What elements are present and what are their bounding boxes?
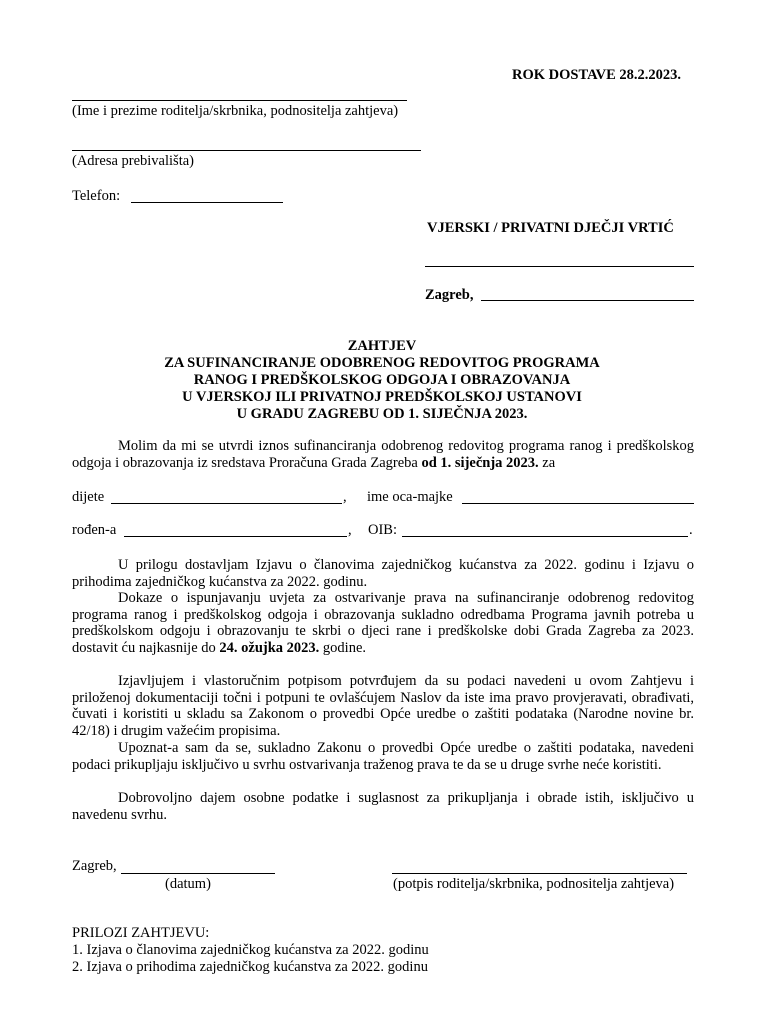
applicant-address-line[interactable] — [72, 150, 421, 151]
recipient-address-line[interactable] — [481, 300, 694, 301]
oib-line[interactable] — [402, 536, 688, 537]
date-caption: (datum) — [165, 876, 211, 892]
child-label: dijete — [72, 489, 105, 505]
attachment-item-1: 1. Izjava o članovima zajedničkog kućanstva za 2022. godinu — [72, 942, 429, 958]
signature-caption: (potpis roditelja/skrbnika, podnositelja zahtjeva) — [393, 876, 675, 892]
deadline: ROK DOSTAVE 28.2.2023. — [512, 67, 682, 83]
parents-label: ime oca-majke — [367, 489, 453, 505]
title-line-3: RANOG I PREDŠKOLSKOG ODGOJA I OBRAZOVANJA — [193, 372, 571, 388]
signature-line[interactable] — [392, 873, 687, 874]
title-line-4: U VJERSKOJ ILI PRIVATNOJ PREDŠKOLSKOJ USTANOVI — [182, 389, 582, 405]
signature-date-line[interactable] — [121, 873, 275, 874]
born-sep: , — [348, 522, 352, 538]
paragraph-declaration: Izjavljujem i vlastoručnim potpisom potvrđujem da su podaci navedeni u ovom Zahtjevu i priloženoj dokumentaciji točni i potpuni te ovlašćujem Naslov da iste ima pravo provjeravati, obrađivati, čuvati i koristiti u skladu sa Zakonom o provedbi Opće uredbe o zaštiti podataka (Narodne novine br. 42/18) i drugim važećim propisima. — [72, 673, 694, 739]
attachments-heading: PRILOZI ZAHTJEVU: — [72, 925, 210, 941]
applicant-address-caption: (Adresa prebivališta) — [72, 153, 194, 169]
born-date-line[interactable] — [124, 536, 347, 537]
paragraph-evidence: Dokaze o ispunjavanju uvjeta za ostvarivanje prava na sufinanciranje odobrenog redovitog programa ranog i predškolskog odgoja i obrazovanja sukladno odredbama Programa javnih potreba u predškolskom odgoju i obrazovanju te skrbi o djeci rane i predškolske dobi Grada Zagreba za 2023. dostavit ću najkasnije do 24. ožujka 2023. godine. — [72, 590, 694, 656]
parents-name-line[interactable] — [462, 503, 694, 504]
title-line-5: U GRADU ZAGREBU OD 1. SIJEČNJA 2023. — [236, 406, 528, 422]
child-sep: , — [343, 489, 347, 505]
applicant-name-caption: (Ime i prezime roditelja/skrbnika, podnositelja zahtjeva) — [72, 103, 399, 119]
phone-line[interactable] — [131, 202, 283, 203]
intro-paragraph: Molim da mi se utvrdi iznos sufinanciranja odobrenog redovitog programa ranog i predškolskog odgoja i obrazovanja iz sredstava Proračuna Grada Zagreba od 1. siječnja 2023. za — [72, 438, 694, 471]
phone-label: Telefon: — [72, 188, 121, 204]
child-name-line[interactable] — [111, 503, 342, 504]
attachment-item-2: 2. Izjava o prihodima zajedničkog kućanstva za 2022. godinu — [72, 959, 428, 975]
recipient-institution: VJERSKI / PRIVATNI DJEČJI VRTIĆ — [427, 220, 674, 236]
recipient-name-line[interactable] — [425, 266, 694, 267]
born-label: rođen-a — [72, 522, 117, 538]
paragraph-data-protection: Upoznat-a sam da se, sukladno Zakonu o provedbi Opće uredbe o zaštiti podataka, navedeni podaci prikupljaju isključivo u svrhu ostvarivanja traženog prava te da se u druge svrhe neće koristiti. — [72, 740, 694, 773]
paragraph-attachments-note: U prilogu dostavljam Izjavu o članovima zajedničkog kućanstva za 2022. godinu i Izjavu o prihodima zajedničkog kućanstva za 2022. godinu. — [72, 557, 694, 590]
applicant-name-line[interactable] — [72, 100, 407, 101]
oib-label: OIB: — [368, 522, 397, 538]
oib-end: . — [689, 522, 693, 538]
signature-city-label: Zagreb, — [72, 858, 117, 874]
paragraph-consent: Dobrovoljno dajem osobne podatke i suglasnost za prikupljanja i obrade istih, isključivo u navedenu svrhu. — [72, 790, 694, 823]
title-line-1: ZAHTJEV — [347, 338, 417, 354]
recipient-city-label: Zagreb, — [425, 287, 474, 303]
title-line-2: ZA SUFINANCIRANJE ODOBRENOG REDOVITOG PROGRAMA — [164, 355, 600, 371]
